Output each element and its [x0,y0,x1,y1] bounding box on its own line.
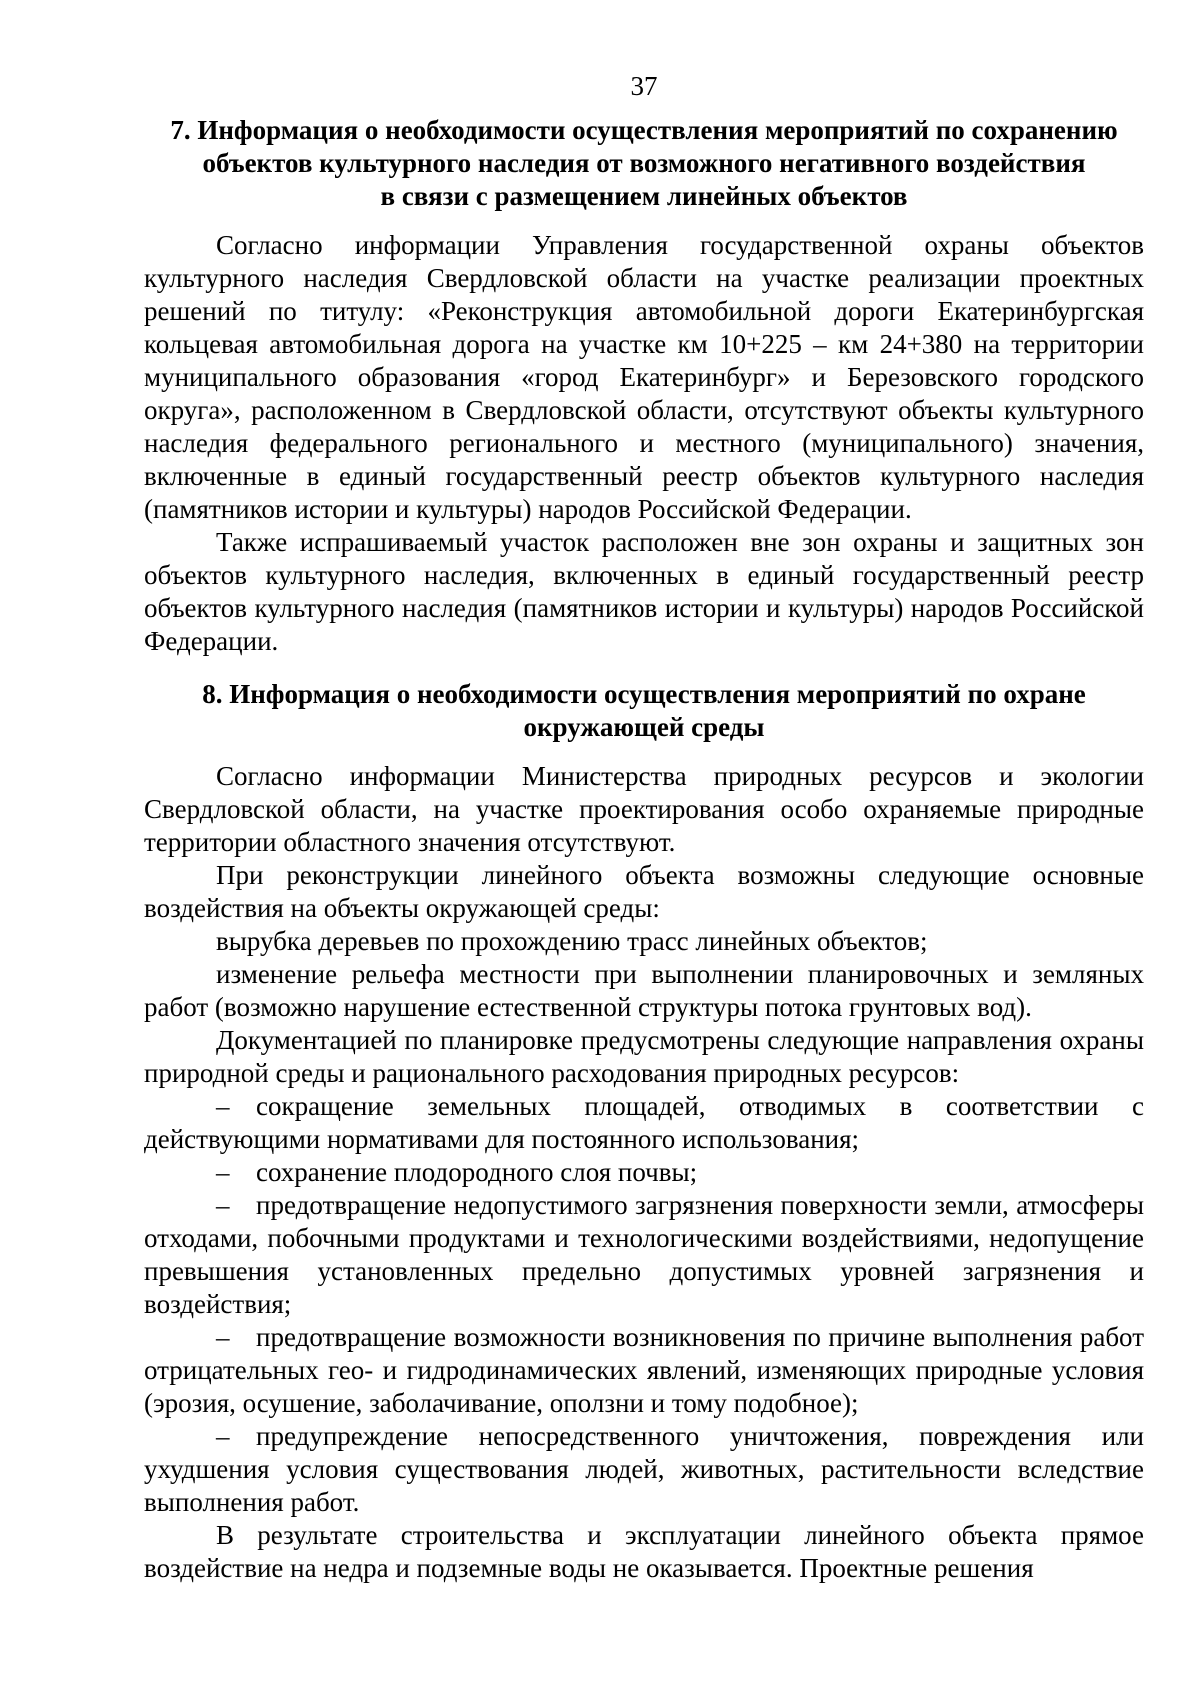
list-item-text: предотвращение недопустимого загрязнения поверхности земли, атмосферы отходами, побочными продуктами и технологическими воздействиями, недопущение превышения установленных предельно допустимых уровней загрязнения и воздействия; [144,1190,1144,1319]
page-number: 37 [630,71,658,101]
section-8-heading [144,678,1144,744]
list-item [144,1420,1144,1519]
closing-paragraph: В результате строительства и эксплуатации линейного объекта прямое воздействие на недра и подземные воды не оказывается. Проектные решения [144,1520,1144,1583]
section-8-paragraph: Документацией по планировке предусмотрены следующие направления охраны природной среды и рационального расходования природных ресурсов: [144,1025,1144,1088]
section-7-heading-line: объектов культурного наследия от возможного негативного воздействия [202,148,1086,178]
list-item [144,1189,1144,1321]
section-7-paragraph: Также испрашиваемый участок расположен вне зон охраны и защитных зон объектов культурного наследия, включенных в единый государственный реестр объектов культурного наследия (памятников истории и культуры) народов Российской Федерации. [144,527,1144,656]
list-item [144,1090,1144,1156]
list-item-text: предупреждение непосредственного уничтожения, повреждения или ухудшения условия существования людей, животных, растительности вследствие выполнения работ. [144,1421,1144,1517]
section-8-heading-line: окружающей среды [523,712,765,742]
list-marker: – [216,1091,230,1121]
section-8-heading-line: 8. Информация о необходимости осуществления мероприятий по охране [202,679,1086,709]
list-item [144,1321,1144,1420]
list-marker: – [216,1157,230,1187]
list-marker: – [216,1322,230,1352]
list-item-text: сохранение плодородного слоя почвы; [256,1157,698,1187]
section-8-paragraph: изменение рельефа местности при выполнении планировочных и земляных работ (возможно нарушение естественной структуры потока грунтовых вод). [144,959,1144,1022]
list-item-text: предотвращение возможности возникновения по причине выполнения работ отрицательных гео- и гидродинамических явлений, изменяющих природные условия (эрозия, осушение, заболачивание, оползни и тому подобное); [144,1322,1144,1418]
section-7-heading [144,114,1144,213]
section-8-paragraph: При реконструкции линейного объекта возможны следующие основные воздействия на объекты окружающей среды: [144,860,1144,923]
list-marker: – [216,1421,230,1451]
section-7-heading-line: 7. Информация о необходимости осуществления мероприятий по сохранению [170,115,1118,145]
document-page [144,70,1144,1585]
section-7-paragraph: Согласно информации Управления государственной охраны объектов культурного наследия Свердловской области на участке реализации проектных решений по титулу: «Реконструкция автомобильной дороги Екатеринбургская кольцевая автомобильная дорога на участке км 10+225 – км 24+380 на территории муниципального образования «город Екатеринбург» и Березовского городского округа», расположенном в Свердловской области, отсутствуют объекты культурного наследия федерального регионального и местного (муниципального) значения, включенные в единый государственный реестр объектов культурного наследия (памятников истории и культуры) народов Российской Федерации. [144,230,1144,524]
list-item [144,1156,1144,1189]
section-7-heading-line: в связи с размещением линейных объектов [380,181,908,211]
list-item-text: сокращение земельных площадей, отводимых в соответствии с действующими нормативами для постоянного использования; [144,1091,1144,1154]
section-8-paragraph: вырубка деревьев по прохождению трасс линейных объектов; [216,926,928,956]
list-marker: – [216,1190,230,1220]
section-8-paragraph: Согласно информации Министерства природных ресурсов и экологии Свердловской области, на участке проектирования особо охраняемые природные территории областного значения отсутствуют. [144,761,1144,857]
